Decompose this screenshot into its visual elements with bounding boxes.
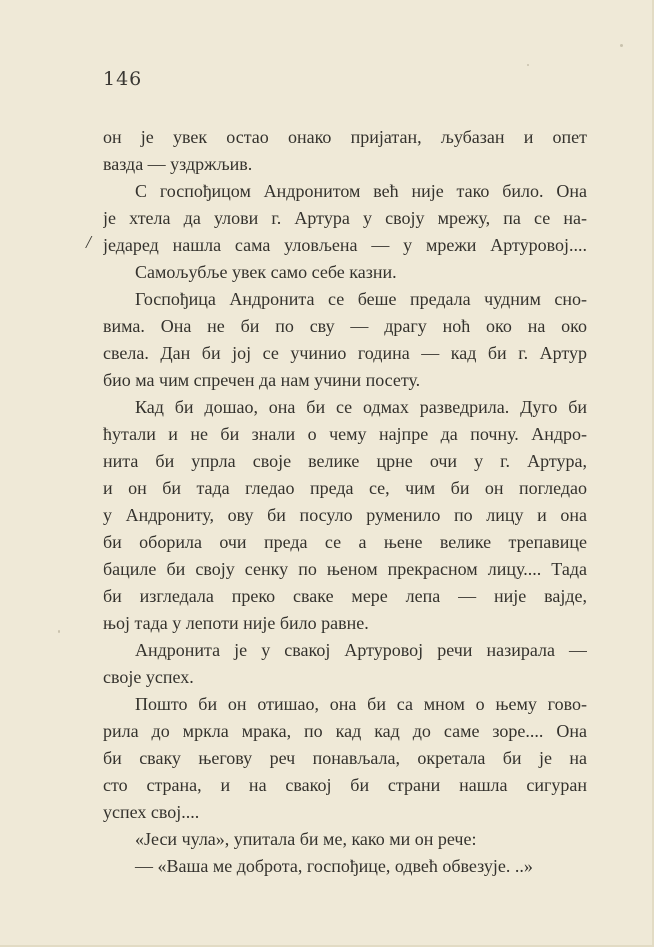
body-text [103, 124, 587, 880]
text-line: би изгледала преко сваке мере лепа — није вајде, [103, 586, 587, 606]
text-line: «Јеси чула», упитала би ме, како ми он рече: [135, 829, 477, 849]
paper-speck [527, 64, 529, 66]
text-line: Андронита је у свакој Артуровој речи назирала — [135, 640, 587, 660]
page-number: 146 [103, 68, 143, 90]
paper-speck [58, 630, 60, 633]
text-line: Самољубље увек само себе казни. [135, 262, 397, 282]
text-line: би сваку његову реч понављала, окретала би је на [103, 748, 587, 768]
text-line: и он би тада гледао преда се, чим би он погледао [103, 478, 587, 498]
text-line: рила до мркла мрака, по кад кад до саме зоре.... Она [103, 721, 587, 741]
text-line: Кад би дошао, она би се одмах разведрила. Дуго би [135, 397, 587, 417]
text-line: С госпођицом Андронитом већ није тако било. Она [135, 181, 587, 201]
text-line: Госпођица Андронита се беше предала чудним сно- [135, 289, 587, 309]
text-line: успех свој.... [103, 802, 200, 822]
text-line: у Андрониту, ову би посуло руменило по лицу и она [103, 505, 587, 525]
text-line: свела. Дан би јој се учинио година — кад би г. Артур [103, 343, 587, 363]
text-line: је хтела да улови г. Артура у своју мрежу, па се на- [103, 208, 587, 228]
paper-speck [620, 44, 623, 47]
text-line: своје успех. [103, 667, 194, 687]
text-line: Пошто би он отишао, она би са мном о њему гово- [135, 694, 587, 714]
text-line: вазда — уздржљив. [103, 154, 253, 174]
text-line: сто страна, и на свакој би страни нашла сигуран [103, 775, 587, 795]
text-line: нита би упрла своје велике црне очи у г. Артура, [103, 451, 587, 471]
text-line: — «Ваша ме доброта, госпођице, одвећ обвезује. ..» [135, 856, 533, 876]
text-line: ћутали и не би знали о чему најпре да почну. Андро- [103, 424, 587, 444]
text-line: би оборила очи преда се а њене велике трепавице [103, 532, 587, 552]
text-line: он је увек остао онако пријатан, љубазан и опет [103, 127, 587, 147]
text-line: бациле би своју сенку по њеном прекрасном лицу.... Тада [103, 559, 587, 579]
text-line: вима. Она не би по сву — драгу ноћ око на око [103, 316, 587, 336]
margin-mark: / [86, 232, 92, 252]
text-line: једаред нашла сама уловљена — у мрежи Артуровој.... [103, 235, 587, 255]
text-line: њој тада у лепоти није било равне. [103, 613, 369, 633]
text-line: био ма чим спречен да нам учини посету. [103, 370, 421, 390]
